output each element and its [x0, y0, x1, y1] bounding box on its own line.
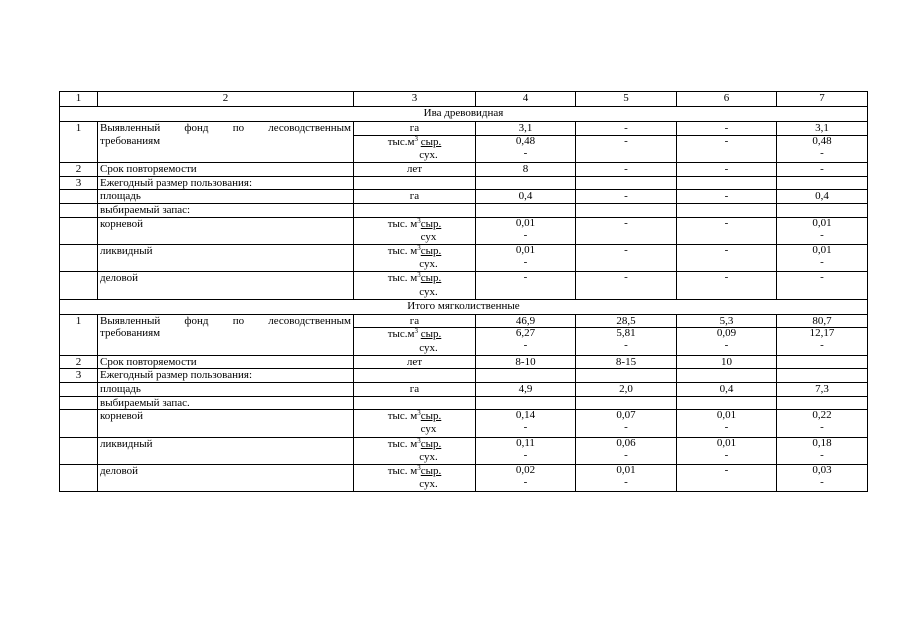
value-cell: 0,01 - [677, 437, 777, 464]
row-label: Срок повторяемости [98, 163, 354, 177]
value-cell: 10 [677, 355, 777, 369]
unit-sup: 3 [414, 134, 418, 143]
unit-cell: тыс. $м^3сыр$. сух [354, 217, 476, 244]
value-cell: - [777, 272, 868, 299]
value-cell: 5,81 - [576, 328, 677, 355]
table-row [60, 369, 868, 383]
header-cell: 4 [476, 92, 576, 107]
unit-cell [354, 135, 476, 162]
forest-use-table [59, 91, 868, 492]
table-row [60, 437, 868, 464]
section-title: Итого мягколиственные [60, 299, 868, 314]
row-label-line: Выявленный фонд по лесоводственным [100, 314, 351, 327]
value-cell: 5,3 [677, 314, 777, 328]
value-cell: - [677, 135, 777, 162]
unit-cell: га [354, 314, 476, 328]
value-cell: - [476, 272, 576, 299]
value-cell: 0,06 - [576, 437, 677, 464]
row-label: корневой [98, 410, 354, 437]
value-cell: 0,4 [777, 190, 868, 204]
row-label-line: требованиям [100, 327, 161, 340]
header-cell: 2 [98, 92, 354, 107]
row-label: Ежегодный размер пользования: [98, 369, 354, 383]
value-cell: 0,18 - [777, 437, 868, 464]
value-cell: 0,14 - [476, 410, 576, 437]
table-row [60, 355, 868, 369]
value-cell: 0,48 - [476, 135, 576, 162]
row-label: выбираемый запас: [98, 203, 354, 217]
row-label: корневой [98, 217, 354, 244]
value-cell: 80,7 [777, 314, 868, 328]
table-row [60, 217, 868, 244]
row-number: 3 [60, 176, 98, 190]
table-row [60, 410, 868, 437]
value-cell: - [777, 163, 868, 177]
row-label [98, 122, 354, 163]
value-cell: 0,4 [476, 190, 576, 204]
value-cell: - [677, 272, 777, 299]
row-label: Ежегодный размер пользования: [98, 176, 354, 190]
value-cell: 0,09 - [677, 328, 777, 355]
value-cell [777, 355, 868, 369]
row-label-line: требованиям [100, 134, 161, 147]
unit-cell: тыс. $м^3сыр$. сух. [354, 465, 476, 492]
value-cell: - [576, 190, 677, 204]
value-cell: 46,9 [476, 314, 576, 328]
unit-dry: сух. [419, 148, 438, 161]
row-label: деловой [98, 272, 354, 299]
table-row [60, 465, 868, 492]
section-title-row [60, 299, 868, 314]
value-cell: 0,4 [677, 383, 777, 397]
row-label: Срок повторяемости [98, 355, 354, 369]
value-cell: 3,1 [777, 122, 868, 136]
value-cell: 0,02 - [476, 465, 576, 492]
unit-cell: лет [354, 355, 476, 369]
section-title-row [60, 107, 868, 122]
table-row [60, 383, 868, 397]
value-cell: 0,01 - [476, 244, 576, 271]
value-cell: - [677, 217, 777, 244]
header-cell: 5 [576, 92, 677, 107]
table-row [60, 396, 868, 410]
value-cell: 3,1 [476, 122, 576, 136]
table-row [60, 203, 868, 217]
header-cell: 6 [677, 92, 777, 107]
value-cell: 0,48 - [777, 135, 868, 162]
value-cell: - [576, 135, 677, 162]
value-cell: 6,27 - [476, 328, 576, 355]
value-cell: 8-10 [476, 355, 576, 369]
unit-raw: сыр. [420, 135, 442, 148]
value-cell: - [677, 465, 777, 492]
value-cell: - [677, 122, 777, 136]
table-row [60, 122, 868, 136]
unit-cell: тыс. $м^3сыр$. сух. [354, 244, 476, 271]
row-label: площадь [98, 190, 354, 204]
row-label-line: Выявленный фонд по лесоводственным [100, 122, 351, 134]
unit-cell: га [354, 190, 476, 204]
row-number: 1 [60, 122, 98, 163]
value-cell: 0,03 - [777, 465, 868, 492]
table-row [60, 272, 868, 299]
row-number: 2 [60, 355, 98, 369]
value-cell: 0,01 - [476, 217, 576, 244]
row-label [98, 314, 354, 355]
row-label: деловой [98, 465, 354, 492]
table-row [60, 244, 868, 271]
table-row [60, 190, 868, 204]
table-row [60, 314, 868, 328]
header-cell: 7 [777, 92, 868, 107]
value-cell: 0,11 - [476, 437, 576, 464]
row-label: площадь [98, 383, 354, 397]
value-cell: 8 [476, 163, 576, 177]
table-row [60, 176, 868, 190]
header-cell: 1 [60, 92, 98, 107]
value-cell: 0,01 - [677, 410, 777, 437]
table-row [60, 163, 868, 177]
value-cell: 4,9 [476, 383, 576, 397]
unit-cell: га [354, 122, 476, 136]
value-cell: 2,0 [576, 383, 677, 397]
value-cell: 28,5 [576, 314, 677, 328]
value-cell: 8-15 [576, 355, 677, 369]
value-cell: - [576, 122, 677, 136]
unit-cell: тыс. $м^3сыр$. сух. [354, 272, 476, 299]
row-label: ликвидный [98, 437, 354, 464]
row-number: 2 [60, 163, 98, 177]
value-cell: 0,01 - [576, 465, 677, 492]
header-row [60, 92, 868, 107]
value-cell: - [576, 272, 677, 299]
value-cell: 0,01 - [777, 217, 868, 244]
row-number: 3 [60, 369, 98, 383]
value-cell: - [576, 217, 677, 244]
value-cell: 0,07 - [576, 410, 677, 437]
value-cell: 12,17 - [777, 328, 868, 355]
value-cell: - [677, 163, 777, 177]
value-cell: - [576, 163, 677, 177]
value-cell: - [677, 190, 777, 204]
row-label: ликвидный [98, 244, 354, 271]
value-cell: 7,3 [777, 383, 868, 397]
unit-cell: тыс. $м^3сыр$. сух [354, 410, 476, 437]
unit-cell: га [354, 383, 476, 397]
unit-cell: $тыс.м^3$ сыр. сух. [354, 328, 476, 355]
value-cell: 0,01 - [777, 244, 868, 271]
header-cell: 3 [354, 92, 476, 107]
value-cell: - [576, 244, 677, 271]
row-label: выбираемый запас. [98, 396, 354, 410]
unit-prefix: тыс.м [387, 135, 415, 148]
unit-cell: лет [354, 163, 476, 177]
row-number: 1 [60, 314, 98, 355]
unit-cell: тыс. $м^3сыр$. сух. [354, 437, 476, 464]
value-cell: 0,22 - [777, 410, 868, 437]
section-title: Ива древовидная [60, 107, 868, 122]
value-cell: - [677, 244, 777, 271]
